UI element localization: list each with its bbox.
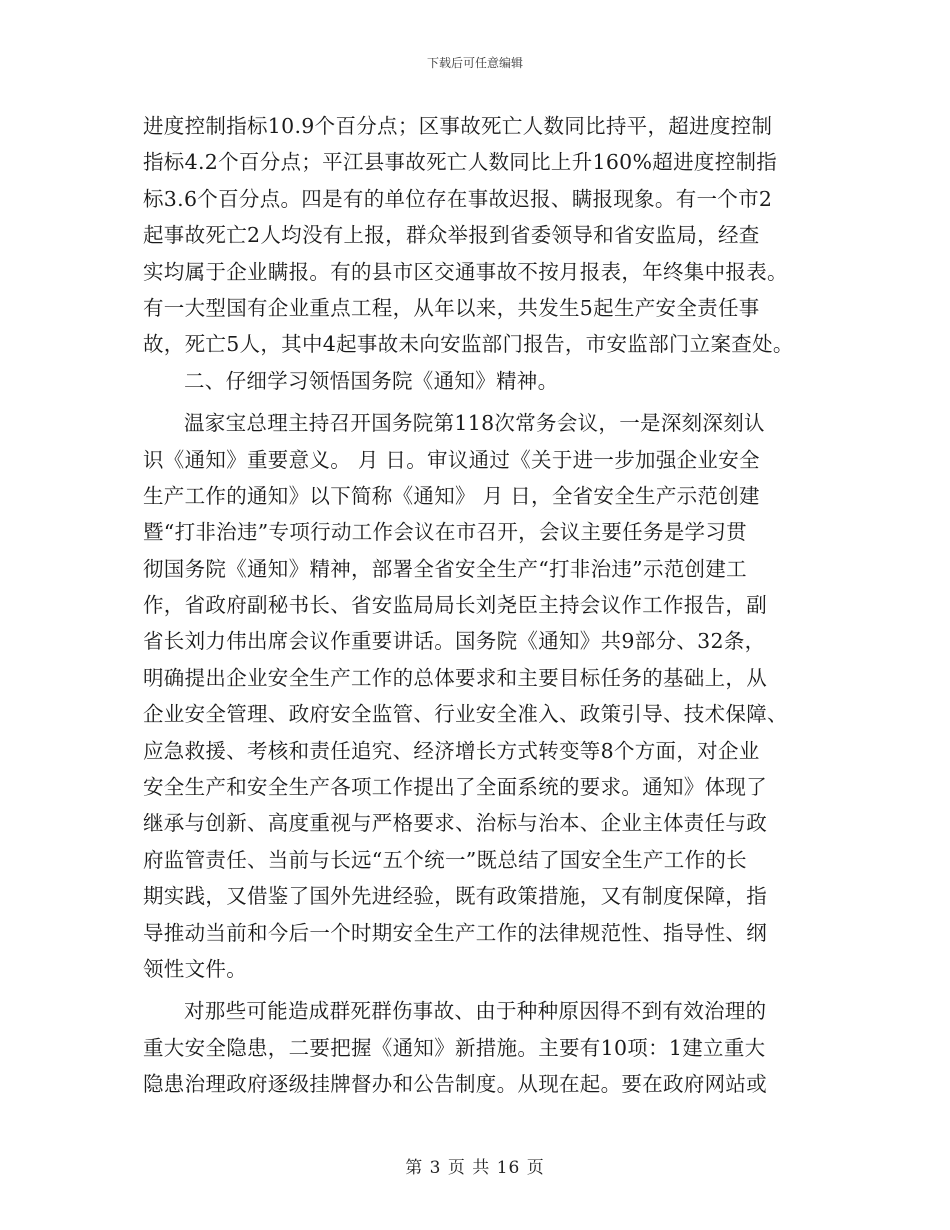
text-line: 标3.6个百分点。四是有的单位存在事故迟报、瞒报现象。有一个市2 bbox=[143, 186, 773, 211]
text-line: 企业安全管理、政府安全监管、行业安全准入、政策引导、技术保障、 bbox=[143, 702, 788, 727]
text-line: 起事故死亡2人均没有上报，群众举报到省委领导和省安监局，经查 bbox=[143, 223, 760, 248]
text-line: 期实践，又借鉴了国外先进经验，既有政策措施，又有制度保障，指 bbox=[143, 884, 767, 909]
text-line: 明确提出企业安全生产工作的总体要求和主要目标任务的基础上，从 bbox=[143, 665, 767, 690]
text-line: 暨“打非治违”专项行动工作会议在市召开，会议主要任务是学习贯 bbox=[143, 520, 747, 545]
text-line: 隐患治理政府逐级挂牌督办和公告制度。从现在起。要在政府网站或 bbox=[143, 1072, 767, 1097]
text-line: 实均属于企业瞒报。有的县市区交通事故不按月报表，年终集中报表。 bbox=[143, 259, 788, 284]
paragraph-start-line: 温家宝总理主持召开国务院第118次常务会议，一是深刻深刻认 bbox=[184, 411, 765, 436]
text-line: 安全生产和安全生产各项工作提出了全面系统的要求。通知》体现了 bbox=[143, 775, 767, 800]
text-line: 府监管责任、当前与长远“五个统一”既总结了国安全生产工作的长 bbox=[143, 847, 747, 872]
text-line: 故，死亡5人，其中4起事故未向安监部门报告，市安监部门立案查处。 bbox=[143, 332, 794, 357]
text-line: 领性文件。 bbox=[143, 956, 247, 981]
text-line: 有一大型国有企业重点工程，从年以来，共发生5起生产安全责任事 bbox=[143, 295, 760, 320]
section-heading: 二、仔细学习领悟国务院《通知》精神。 bbox=[184, 368, 559, 393]
text-line: 应急救援、考核和责任追究、经济增长方式转变等8个方面，对企业 bbox=[143, 738, 760, 763]
text-line: 识《通知》重要意义。 月 日。审议通过《关于进一步加强企业安全 bbox=[143, 447, 760, 472]
text-line: 彻国务院《通知》精神，部署全省安全生产“打非治违”示范创建工 bbox=[143, 556, 747, 581]
text-line: 省长刘力伟出席会议作重要讲话。国务院《通知》共9部分、32条， bbox=[143, 629, 766, 654]
text-line: 继承与创新、高度重视与严格要求、治标与治本、企业主体责任与政 bbox=[143, 811, 767, 836]
text-line: 进度控制指标10.9个百分点；区事故死亡人数同比持平，超进度控制 bbox=[143, 114, 773, 138]
text-line: 指标4.2个百分点；平江县事故死亡人数同比上升160%超进度控制指 bbox=[143, 150, 778, 175]
text-line: 导推动当前和今后一个时期安全生产工作的法律规范性、指导性、纲 bbox=[143, 920, 767, 945]
text-line: 重大安全隐患，二要把握《通知》新措施。主要有10项：1建立重大 bbox=[143, 1035, 766, 1060]
page-header: 下载后可任意编辑 bbox=[426, 56, 523, 70]
text-line: 生产工作的通知》以下简称《通知》 月 日，全省安全生产示范创建 bbox=[143, 483, 760, 508]
document-body bbox=[143, 108, 807, 1103]
text-line: 作，省政府副秘书长、省安监局局长刘尧臣主持会议作工作报告，副 bbox=[143, 593, 767, 618]
page-number-footer: 第 3 页 共 16 页 bbox=[405, 1158, 545, 1178]
paragraph-start-line: 对那些可能造成群死群伤事故、由于种种原因得不到有效治理的 bbox=[184, 999, 767, 1024]
